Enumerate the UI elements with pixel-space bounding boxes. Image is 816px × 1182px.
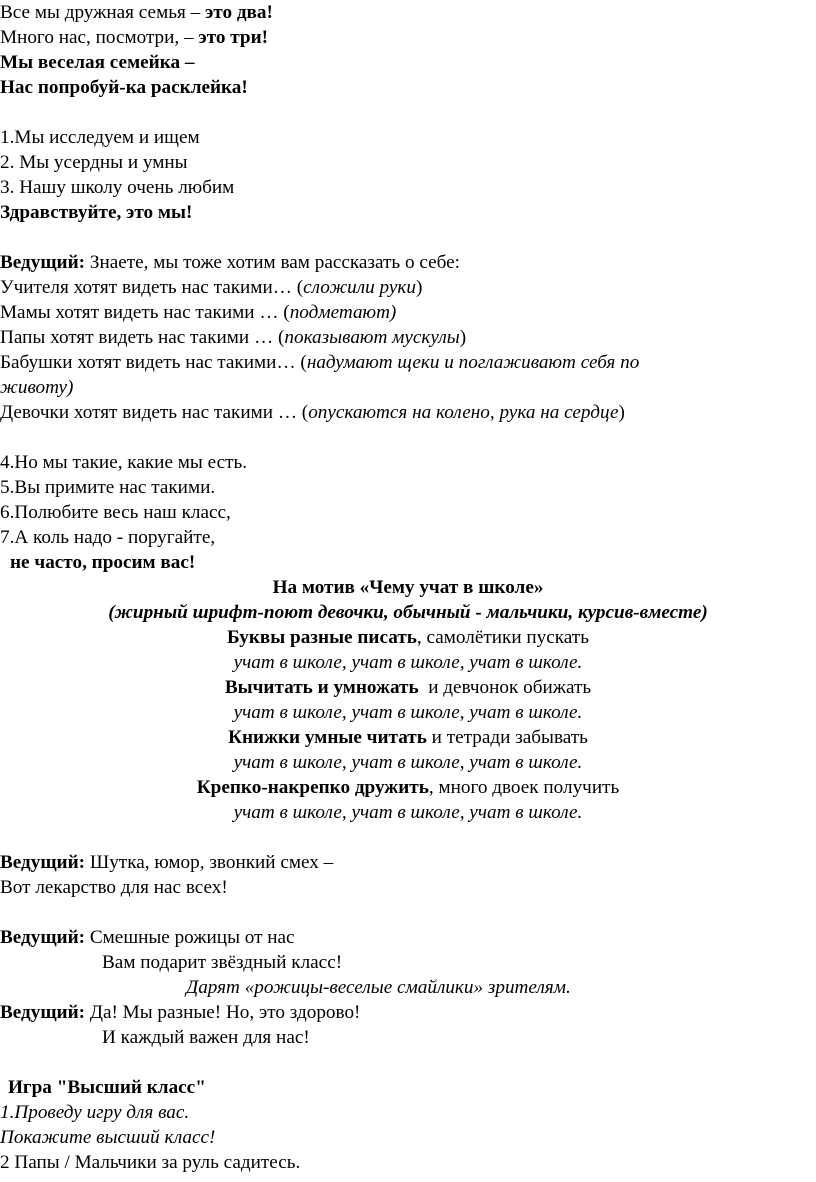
list-item-1: 1.Мы исследуем и ищем <box>0 127 200 148</box>
girls-line: Девочки хотят видеть нас такими … (опускаются на колено, рука на сердце) <box>0 402 625 423</box>
host-line-2-cont: Вот лекарство для нас всех! <box>0 877 228 898</box>
grannies-line-cont: животу) <box>0 377 74 398</box>
host-line-4: Ведущий: Да! Мы разные! Но, это здорово! <box>0 1002 361 1023</box>
host-line-3-cont: Вам подарит звёздный класс! <box>102 952 343 973</box>
song-legend: (жирный шрифт-поют девочки, обычный - мальчики, курсив-вместе) <box>108 602 708 623</box>
list-item-7: 7.А коль надо - поругайте, <box>0 527 216 548</box>
host-line-4-cont: И каждый важен для нас! <box>102 1027 310 1048</box>
song-verse-1: Буквы разные писать, самолётики пускать <box>227 627 589 648</box>
poem-line-3: Мы веселая семейка – <box>0 52 195 73</box>
list-item-2: 2. Мы усердны и умны <box>0 152 188 173</box>
list-item-4: 4.Но мы такие, какие мы есть. <box>0 452 248 473</box>
song-chorus-1: учат в школе, учат в школе, учат в школе. <box>233 652 583 673</box>
song-chorus-2: учат в школе, учат в школе, учат в школе. <box>233 702 583 723</box>
song-verse-2: Вычитать и умножать и девчонок обижать <box>224 677 592 698</box>
song-chorus-3: учат в школе, учат в школе, учат в школе. <box>233 752 583 773</box>
game-line-3: 2 Папы / Мальчики за руль садитесь. <box>0 1152 301 1173</box>
teachers-line: Учителя хотят видеть нас такими… (сложили руки) <box>0 277 423 298</box>
request-line: не часто, просим вас! <box>10 552 196 573</box>
host-line-3: Ведущий: Смешные рожицы от нас <box>0 927 295 948</box>
dads-line: Папы хотят видеть нас такими … (показывают мускулы) <box>0 327 467 348</box>
grannies-line: Бабушки хотят видеть нас такими… (надумают щеки и поглаживают себя по <box>0 352 640 373</box>
host-line-2: Ведущий: Шутка, юмор, звонкий смех – <box>0 852 334 873</box>
poem-line-2: Много нас, посмотри, – это три! <box>0 27 269 48</box>
list-item-6: 6.Полюбите весь наш класс, <box>0 502 231 523</box>
poem-line-1: Все мы дружная семья – это два! <box>0 2 273 23</box>
greeting-line: Здравствуйте, это мы! <box>0 202 193 223</box>
list-item-5: 5.Вы примите нас такими. <box>0 477 216 498</box>
host-line-1: Ведущий: Знаете, мы тоже хотим вам рассказать о себе: <box>0 252 460 273</box>
game-title: Игра "Высший класс" <box>8 1077 206 1098</box>
list-item-3: 3. Нашу школу очень любим <box>0 177 235 198</box>
game-line-1: 1.Проведу игру для вас. <box>0 1102 190 1123</box>
song-chorus-4: учат в школе, учат в школе, учат в школе. <box>233 802 583 823</box>
song-verse-3: Книжки умные читать и тетради забывать <box>228 727 588 748</box>
stage-direction: Дарят «рожицы-веселые смайлики» зрителям. <box>186 977 571 998</box>
song-verse-4: Крепко-накрепко дружить, много двоек получить <box>196 777 620 798</box>
moms-line: Мамы хотят видеть нас такими … (подметают) <box>0 302 397 323</box>
song-title: На мотив «Чему учат в школе» <box>272 577 544 598</box>
game-line-2: Покажите высший класс! <box>0 1127 216 1148</box>
poem-line-4: Нас попробуй-ка расклейка! <box>0 77 248 98</box>
